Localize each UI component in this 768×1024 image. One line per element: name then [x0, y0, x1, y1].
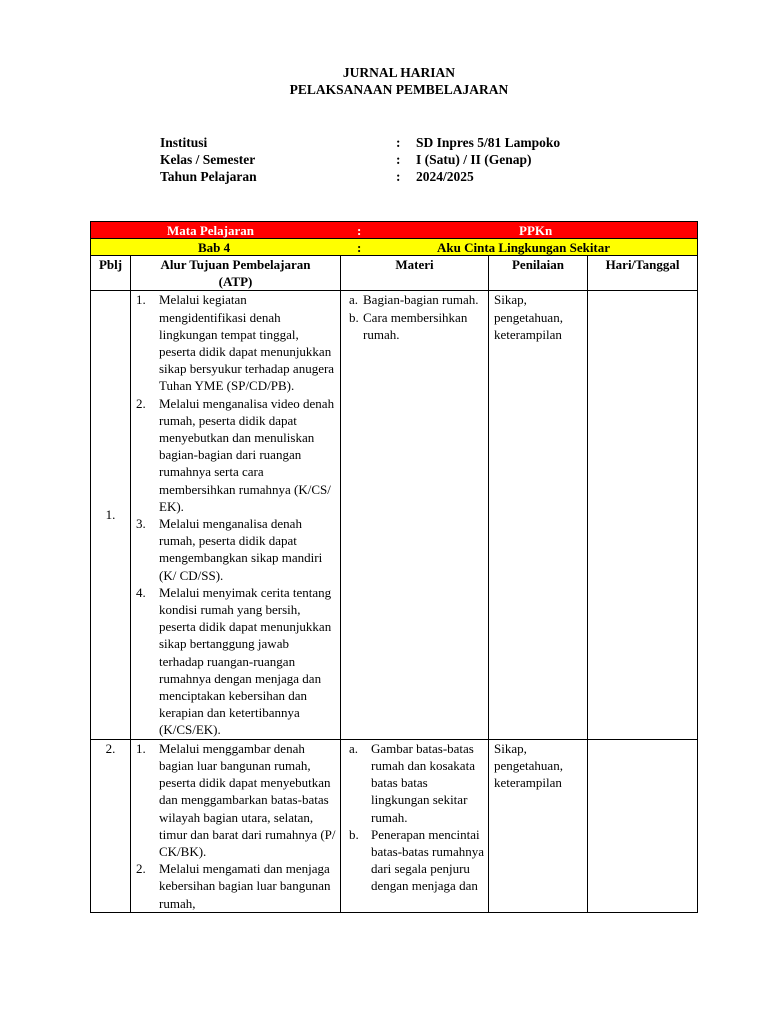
subject-band [91, 222, 698, 239]
info-label: Tahun Pelajaran [160, 169, 257, 184]
table-row [91, 291, 698, 739]
subject-row [91, 222, 698, 239]
document-title-line-1: JURNAL HARIAN [342, 65, 456, 80]
materi-item: a. Bagian-bagian rumah. [349, 292, 479, 308]
subject-label: Mata Pelajaran [167, 223, 255, 238]
materi-cell [341, 291, 489, 739]
materi-item: b. Cara membersihkan rumah. [349, 309, 468, 342]
chapter-colon: : [357, 240, 362, 255]
pblj-number: 2. [91, 739, 131, 912]
info-value: I (Satu) / II (Genap) [416, 152, 532, 167]
chapter-band [91, 239, 698, 256]
info-value: SD Inpres 5/81 Lampoko [416, 135, 561, 150]
table-row [91, 739, 698, 912]
materi-item: b. Penerapan mencintai batas-batas rumahnya dari segala penjuru dengan menjaga dan [349, 826, 484, 894]
header-penilaian: Penilaian [489, 256, 588, 291]
hari-tanggal-cell [588, 739, 698, 912]
info-label: Kelas / Semester [160, 152, 256, 167]
header-pblj: Pblj [91, 256, 131, 291]
atp-item: 4. Melalui menyimak cerita tentang kondisi rumah yang bersih, peserta didik dapat menunjukkan sikap bertanggung jawab terhadap ruangan-ruangan rumahnya dengan menjaga dan menciptakan kebersihan dan kerapian dan ketertibannya (K/CS/EK). [136, 584, 332, 738]
chapter-row [91, 239, 698, 256]
subject-value: PPKn [519, 223, 553, 238]
header-atp-line-1: Alur Tujuan Pembelajaran [160, 257, 311, 272]
header-hari-tanggal: Hari/Tanggal [588, 256, 698, 291]
info-value: 2024/2025 [416, 169, 474, 184]
chapter-label: Bab 4 [198, 240, 231, 255]
penilaian-cell: Sikap, pengetahuan, keterampilan [489, 739, 588, 912]
header-atp [131, 256, 341, 291]
table-header-row [91, 256, 698, 291]
atp-cell [131, 739, 341, 912]
info-colon: : [396, 135, 401, 150]
atp-cell [131, 291, 341, 739]
document-title-line-2: PELAKSANAAN PEMBELAJARAN [289, 82, 509, 97]
subject-colon: : [357, 223, 362, 238]
chapter-value: Aku Cinta Lingkungan Sekitar [437, 240, 611, 255]
materi-item: a. Gambar batas-batas rumah dan kosakata batas batas lingkungan sekitar rumah. [349, 740, 475, 825]
atp-item: 2. Melalui menganalisa video denah rumah, peserta didik dapat menyebutkan dan menuliskan bagian-bagian dari ruangan rumahnya serta cara membersihkan rumahnya (K/CS/ EK). [136, 395, 335, 514]
pblj-number: 1. [91, 291, 131, 739]
info-colon: : [396, 152, 401, 167]
atp-item: 2. Melalui mengamati dan menjaga kebersihan bagian luar bangunan rumah, [136, 861, 331, 911]
materi-cell [341, 739, 489, 912]
info-colon: : [396, 169, 401, 184]
atp-item: 1. Melalui menggambar denah bagian luar bangunan rumah, peserta didik dapat menyebutkan dan menggambarkan batas-batas wilayah bagian utara, selatan, timur dan barat dari rumahnya (P/ CK/BK). [136, 740, 336, 859]
header-materi: Materi [341, 256, 489, 291]
journal-table [90, 221, 698, 913]
penilaian-cell: Sikap, pengetahuan, keterampilan [489, 291, 588, 739]
hari-tanggal-cell [588, 291, 698, 739]
atp-item: 3. Melalui menganalisa denah rumah, peserta didik dapat mengembangkan sikap mandiri (K/ CD/SS). [136, 516, 323, 583]
atp-item: 1. Melalui kegiatan mengidentifikasi denah lingkungan tempat tinggal, peserta didik dapat menunjukkan sikap bersyukur terhadap anugera Tuhan YME (SP/CD/PB). [136, 292, 335, 394]
info-label: Institusi [160, 135, 208, 150]
header-atp-line-2: (ATP) [218, 274, 253, 290]
